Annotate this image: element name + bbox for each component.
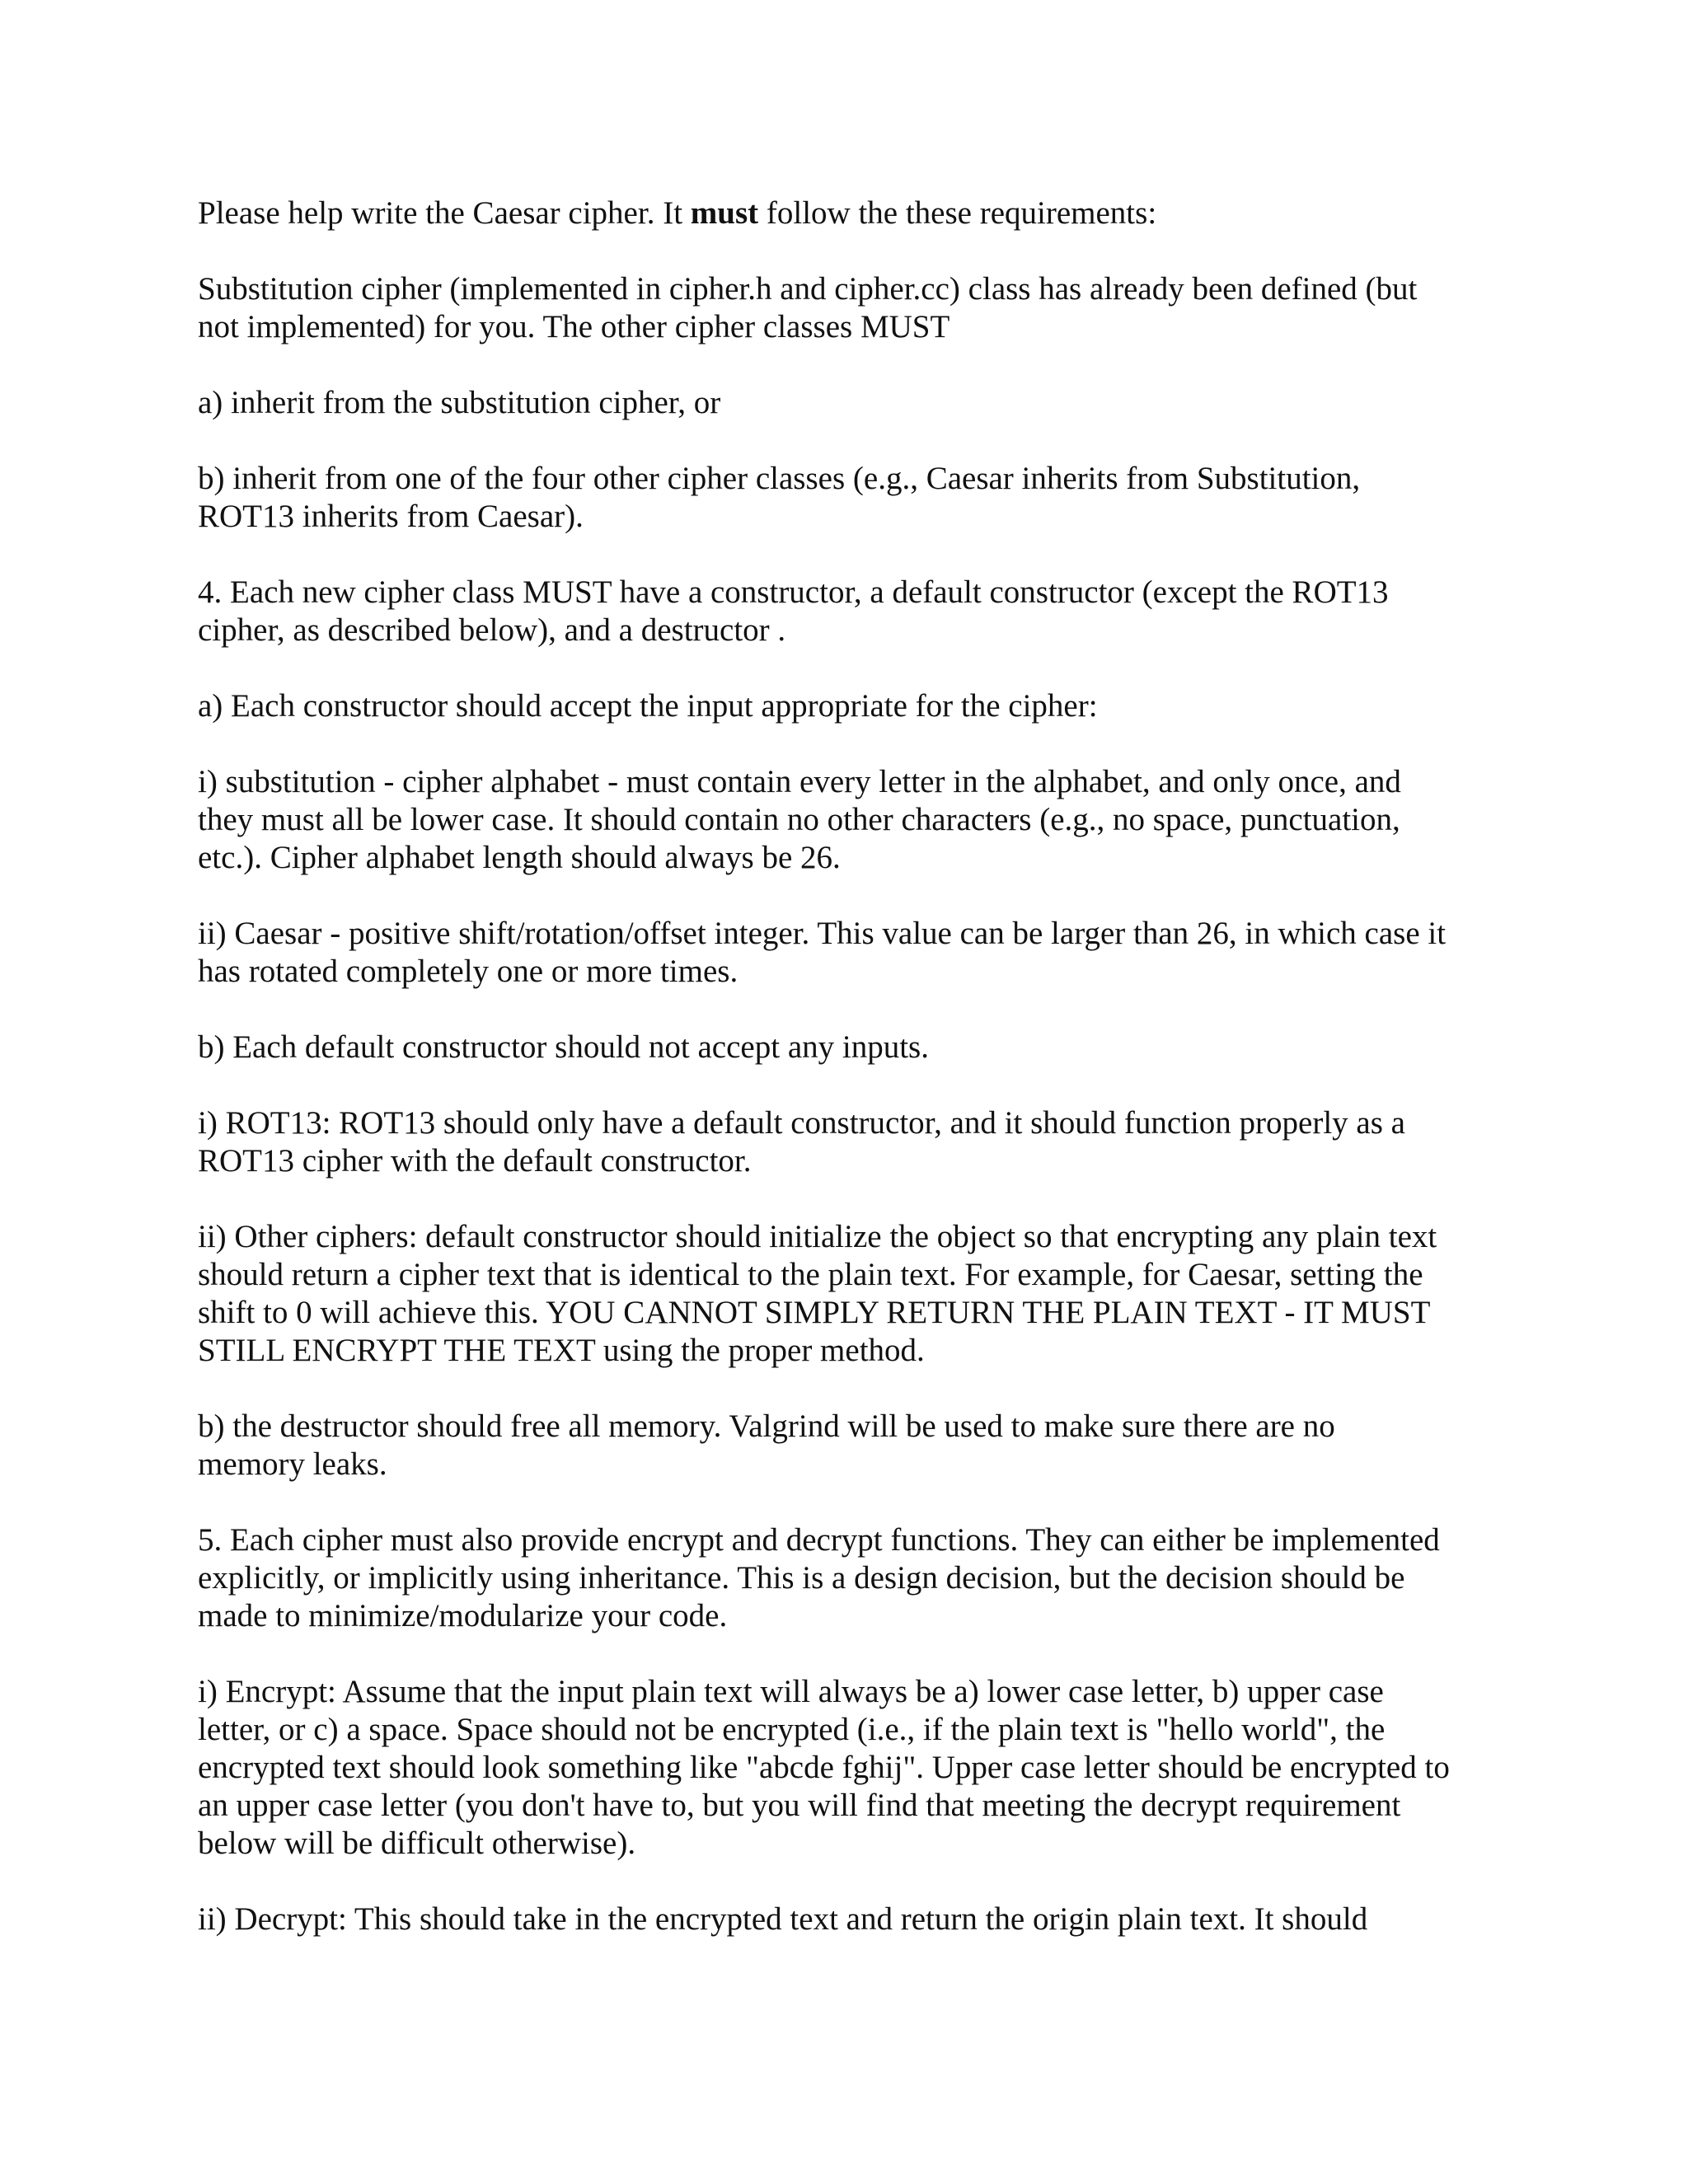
- requirement-4b-i-line-2: ROT13 cipher with the default constructor.: [198, 1143, 752, 1179]
- intro-emphasis: must: [690, 195, 759, 231]
- inherit-option-b-line-1: b) inherit from one of the four other cipher classes (e.g., Caesar inherits from Substitution,: [198, 461, 1361, 496]
- requirement-5-line-3: made to minimize/modularize your code.: [198, 1598, 728, 1633]
- requirement-4b-ii-line-2: should return a cipher text that is identical to the plain text. For example, for Caesar, setting the: [198, 1257, 1423, 1292]
- intro-text-after: follow the these requirements:: [758, 195, 1157, 231]
- requirement-5-i-line-4: an upper case letter (you don't have to, but you will find that meeting the decrypt requirement: [198, 1788, 1401, 1823]
- inherit-option-a-text: a) inherit from the substitution cipher, or: [198, 385, 721, 420]
- requirement-4b-text: b) Each default constructor should not accept any inputs.: [198, 1029, 929, 1065]
- intro-paragraph: [198, 194, 1500, 232]
- requirement-4-line-1: 4. Each new cipher class MUST have a constructor, a default constructor (except the ROT13: [198, 574, 1389, 610]
- requirement-4a-ii-line-2: has rotated completely one or more times.: [198, 954, 738, 989]
- requirement-4b-ii: [198, 1218, 1500, 1370]
- requirement-5-i-line-2: letter, or c) a space. Space should not be encrypted (i.e., if the plain text is "hello world", the: [198, 1712, 1386, 1747]
- requirement-4b-ii-line-1: ii) Other ciphers: default constructor should initialize the object so that encrypting any plain text: [198, 1219, 1437, 1254]
- requirement-4a-i-line-1: i) substitution - cipher alphabet - must contain every letter in the alphabet, and only once, and: [198, 764, 1401, 799]
- requirement-4-destructor-line-1: b) the destructor should free all memory. Valgrind will be used to make sure there are no: [198, 1408, 1335, 1444]
- requirement-4-destructor: [198, 1408, 1500, 1483]
- intro-text-before: Please help write the Caesar cipher. It: [198, 195, 691, 231]
- requirement-4a-ii-line-1: ii) Caesar - positive shift/rotation/offset integer. This value can be larger than 26, in which case it: [198, 916, 1447, 951]
- requirement-5-ii: [198, 1900, 1500, 1938]
- inherit-option-b-line-2: ROT13 inherits from Caesar).: [198, 499, 584, 534]
- requirement-4-line-2: cipher, as described below), and a destructor .: [198, 612, 786, 648]
- requirement-4b-ii-line-4: STILL ENCRYPT THE TEXT using the proper method.: [198, 1333, 925, 1368]
- substitution-note-paragraph: [198, 270, 1500, 346]
- requirement-5-i: [198, 1673, 1500, 1863]
- requirement-4b-ii-line-3: shift to 0 will achieve this. YOU CANNOT SIMPLY RETURN THE PLAIN TEXT - IT MUST: [198, 1295, 1431, 1330]
- requirement-4a: [198, 687, 1500, 725]
- requirement-4a-i-line-3: etc.). Cipher alphabet length should always be 26.: [198, 840, 841, 875]
- requirement-5-line-1: 5. Each cipher must also provide encrypt and decrypt functions. They can either be implemented: [198, 1522, 1440, 1558]
- substitution-note-line-2: not implemented) for you. The other cipher classes MUST: [198, 309, 950, 344]
- inherit-option-a: [198, 384, 1500, 422]
- requirement-4a-ii: [198, 915, 1500, 991]
- requirement-5-i-line-1: i) Encrypt: Assume that the input plain text will always be a) lower case letter, b) upper case: [198, 1674, 1384, 1709]
- substitution-note-line-1: Substitution cipher (implemented in cipher.h and cipher.cc) class has already been defined (but: [198, 271, 1418, 307]
- requirement-5-i-line-3: encrypted text should look something like "abcde fghij". Upper case letter should be encrypted to: [198, 1750, 1450, 1785]
- requirement-4b-i: [198, 1104, 1500, 1180]
- requirement-4a-i-line-2: they must all be lower case. It should contain no other characters (e.g., no space, punctuation,: [198, 802, 1400, 837]
- requirement-4-destructor-line-2: memory leaks.: [198, 1446, 387, 1482]
- requirement-5-line-2: explicitly, or implicitly using inheritance. This is a design decision, but the decision should be: [198, 1560, 1405, 1596]
- requirement-5-ii-line-1: ii) Decrypt: This should take in the encrypted text and return the origin plain text. It should: [198, 1901, 1368, 1937]
- requirement-5: [198, 1521, 1500, 1635]
- requirement-4b-i-line-1: i) ROT13: ROT13 should only have a default constructor, and it should function properly as a: [198, 1105, 1405, 1141]
- inherit-option-b: [198, 460, 1500, 536]
- requirement-5-i-line-5: below will be difficult otherwise).: [198, 1825, 636, 1861]
- requirement-4: [198, 574, 1500, 649]
- requirement-4a-text: a) Each constructor should accept the input appropriate for the cipher:: [198, 688, 1098, 724]
- requirement-4a-i: [198, 763, 1500, 877]
- requirement-4b: [198, 1029, 1500, 1066]
